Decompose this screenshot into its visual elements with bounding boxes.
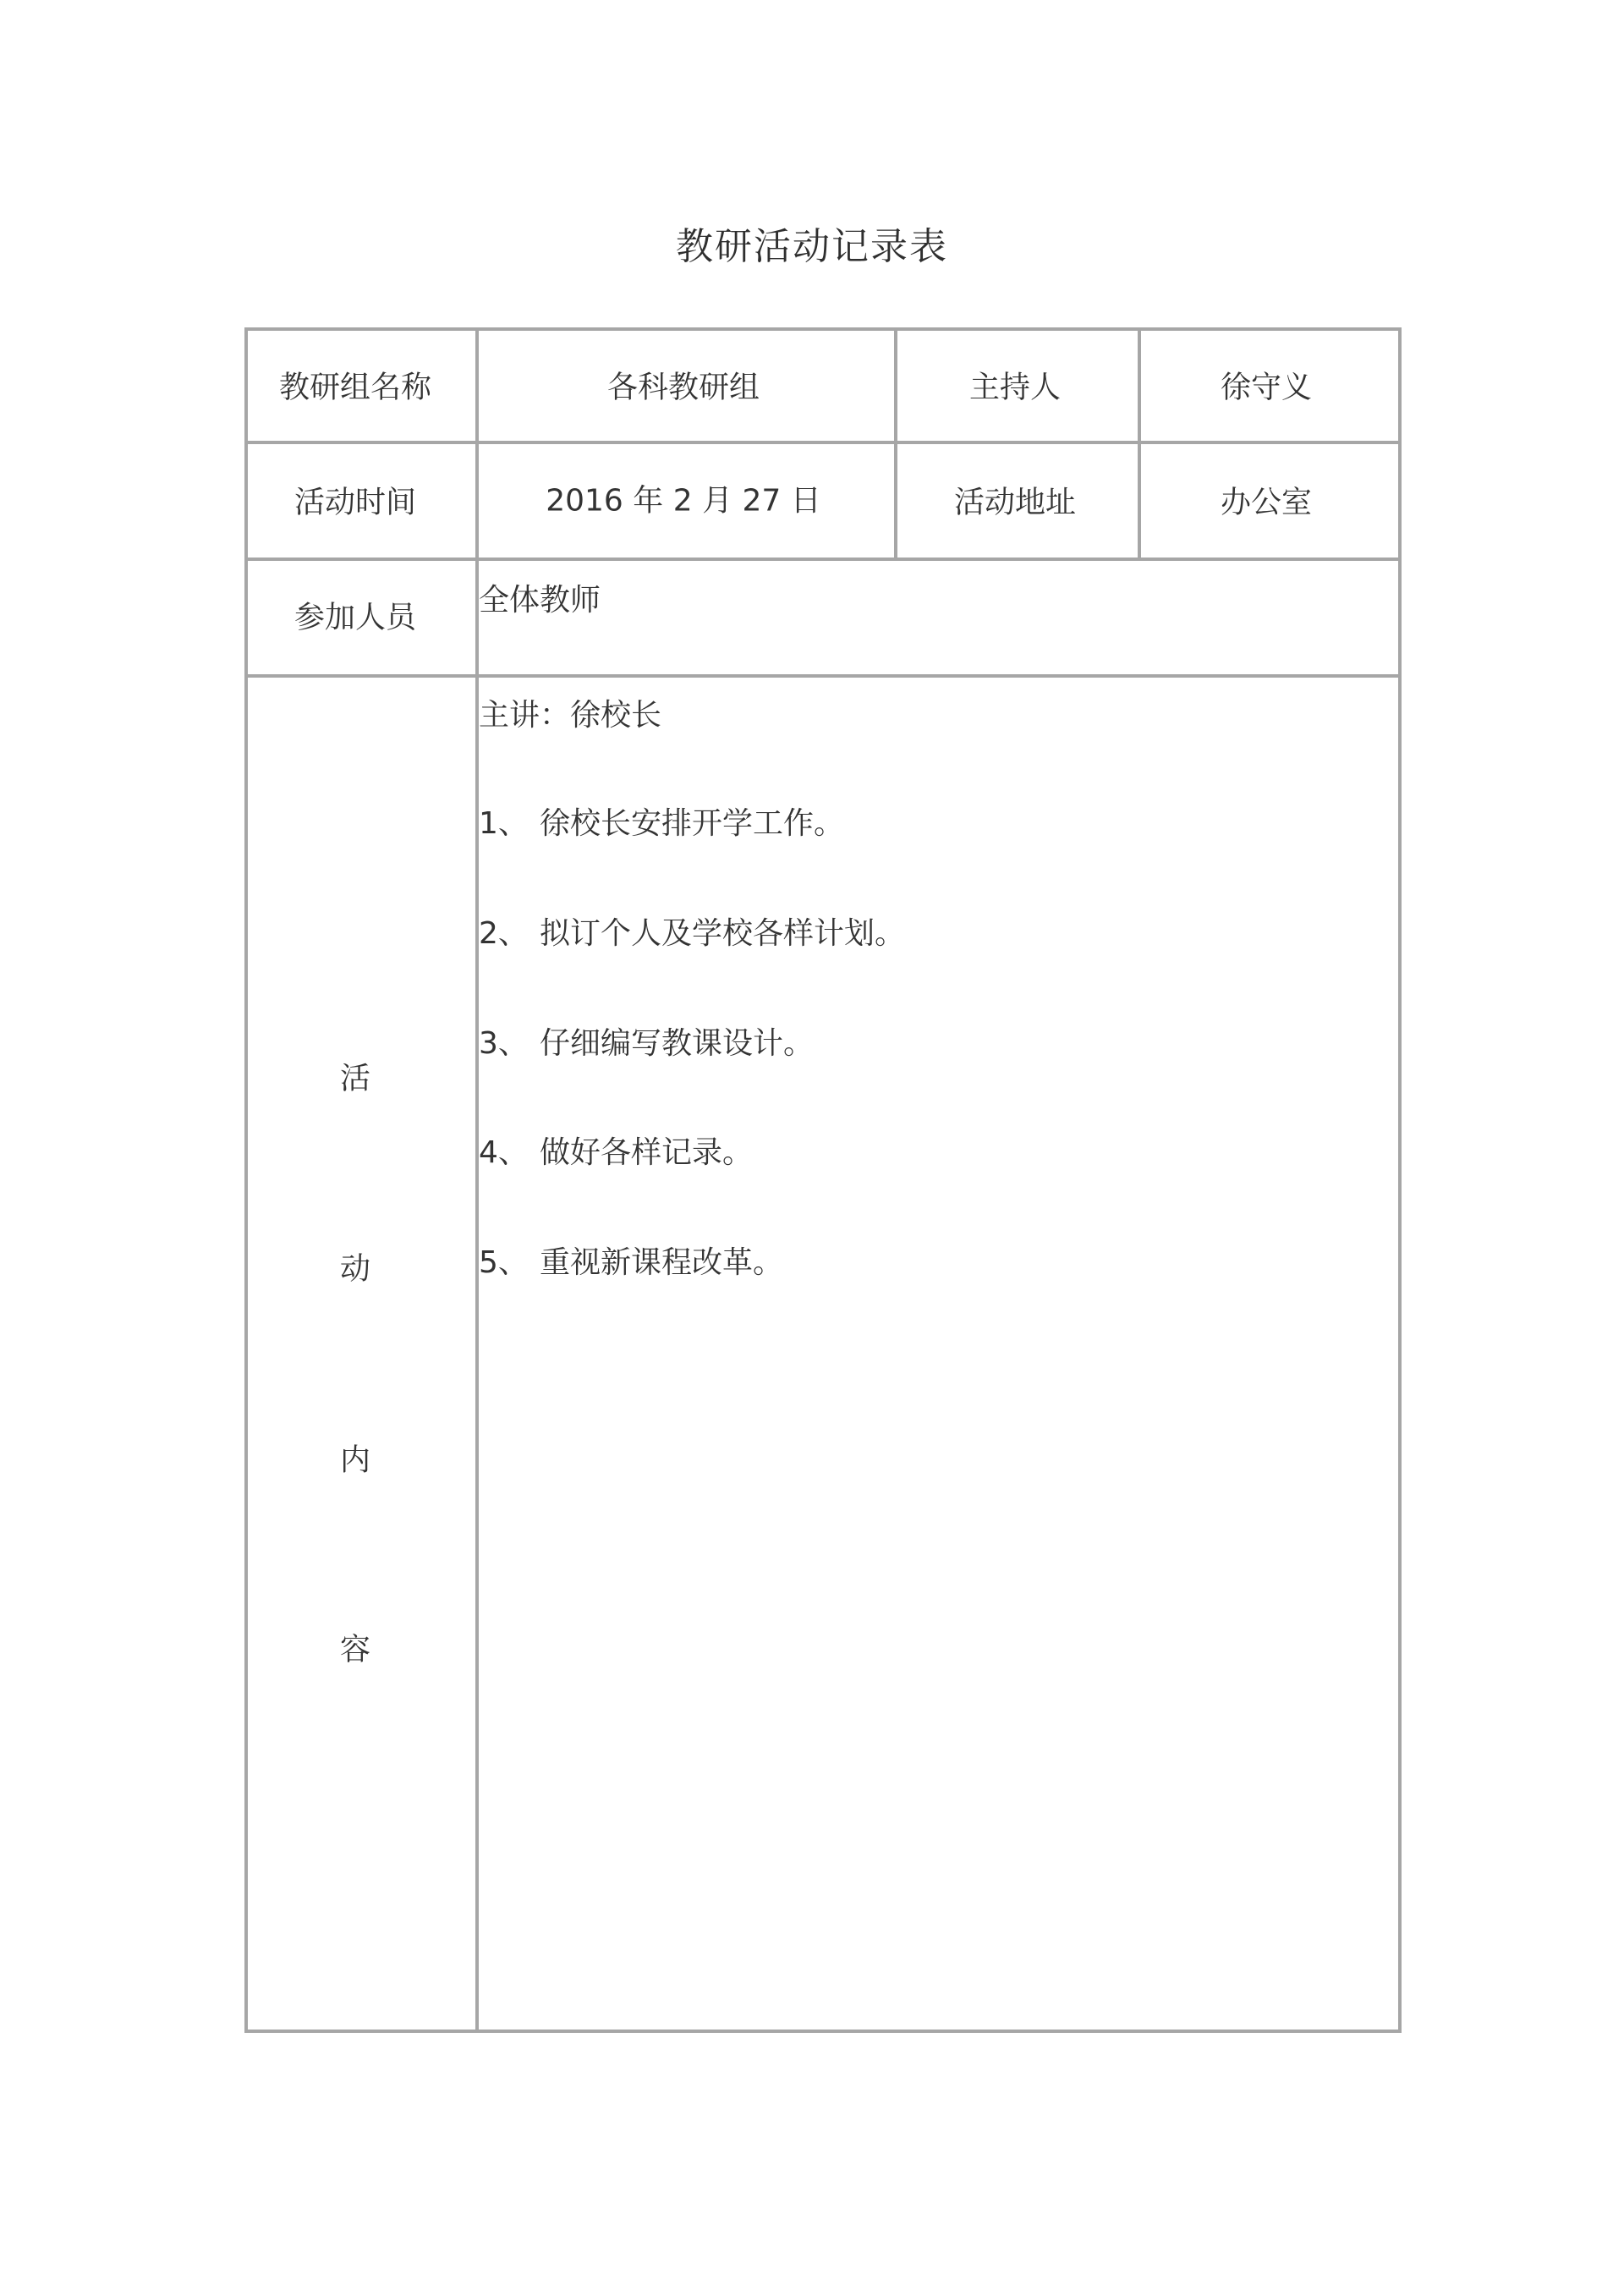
column-divider-2 bbox=[894, 327, 897, 561]
group-name-label: 教研组名称 bbox=[278, 370, 432, 405]
item-number: 5、 bbox=[479, 1245, 529, 1280]
activity-record-table bbox=[244, 327, 1402, 2033]
content-label-char-2: 动 bbox=[339, 1251, 371, 1287]
item-number: 2、 bbox=[479, 916, 529, 951]
page-title: 教研活动记录表 bbox=[676, 225, 948, 268]
content-item bbox=[479, 1019, 814, 1063]
item-text: 做好各样记录。 bbox=[540, 1135, 754, 1170]
content-item bbox=[479, 1239, 783, 1282]
participants-label: 参加人员 bbox=[294, 600, 417, 635]
item-text: 仔细编写教课设计。 bbox=[540, 1026, 815, 1061]
content-label-char-4: 容 bbox=[339, 1632, 371, 1667]
group-name-value: 各科教研组 bbox=[606, 370, 760, 405]
activity-place-label: 活动地址 bbox=[953, 485, 1077, 520]
item-text: 重视新课程改革。 bbox=[540, 1245, 784, 1280]
content-item bbox=[479, 799, 844, 843]
host-value: 徐守义 bbox=[1220, 370, 1313, 405]
row-divider-2 bbox=[244, 558, 1402, 561]
row-divider-1 bbox=[244, 441, 1402, 444]
row-divider-3 bbox=[244, 674, 1402, 678]
activity-time-value: 2016 年 2 月 27 日 bbox=[546, 483, 821, 519]
item-text: 徐校长安排开学工作。 bbox=[540, 806, 845, 841]
item-text: 拟订个人及学校各样计划。 bbox=[540, 916, 906, 951]
speaker-line: 主讲：徐校长 bbox=[479, 698, 662, 733]
host-label: 主持人 bbox=[968, 370, 1062, 405]
item-number: 1、 bbox=[479, 806, 529, 841]
item-number: 3、 bbox=[479, 1026, 529, 1061]
item-number: 4、 bbox=[479, 1135, 529, 1170]
content-label-char-1: 活 bbox=[339, 1061, 371, 1096]
content-item bbox=[479, 1129, 753, 1172]
activity-time-label: 活动时间 bbox=[294, 485, 417, 520]
participants-value: 全体教师 bbox=[479, 583, 601, 618]
content-label-char-3: 内 bbox=[339, 1442, 371, 1478]
activity-place-value: 办公室 bbox=[1220, 485, 1313, 520]
content-item bbox=[479, 909, 905, 953]
column-divider-3 bbox=[1138, 327, 1141, 561]
